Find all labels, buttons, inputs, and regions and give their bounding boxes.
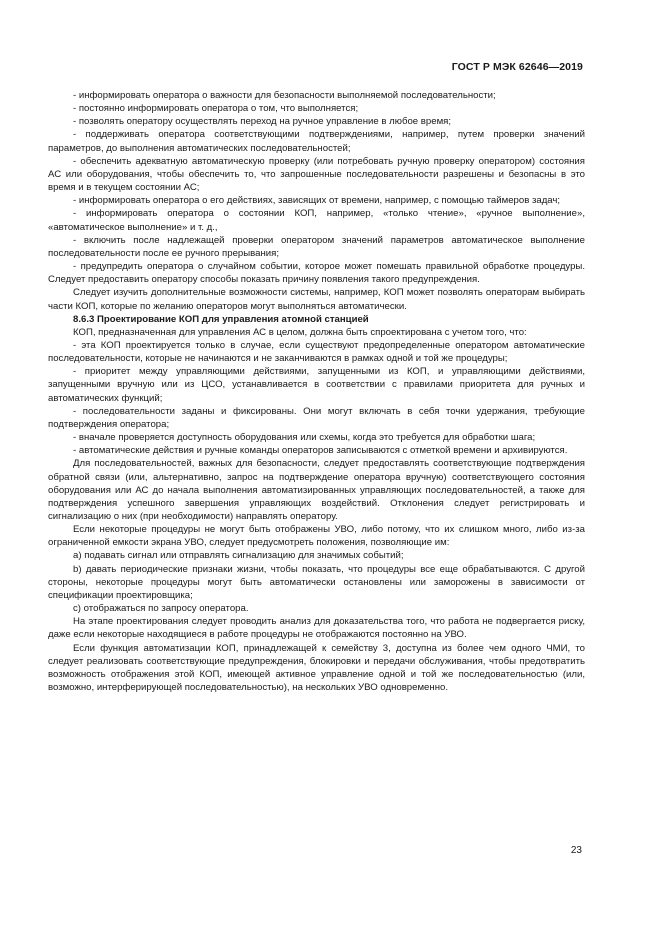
list-item: - поддерживать оператора соответствующими подтверждениями, например, путем проверки значений параметров, до выполнения автоматических последовательностей;	[48, 129, 585, 154]
paragraph: На этапе проектирования следует проводить анализ для доказательства того, что работа не подвергается риску, даже если некоторые находящиеся в работе процедуры не отображаются постоянно на УВО.	[48, 616, 585, 641]
list-item: а) подавать сигнал или отправлять сигнализацию для значимых событий;	[73, 550, 404, 562]
standard-header: ГОСТ Р МЭК 62646—2019	[451, 61, 583, 73]
list-item: - позволять оператору осуществлять переход на ручное управление в любое время;	[73, 116, 452, 128]
list-item: - постоянно информировать оператора о том, что выполняется;	[73, 103, 359, 115]
paragraph: Для последовательностей, важных для безопасности, следует предоставлять соответствующие подтверждения обратной связи (или, альтернативно, запрос на подтверждение оператора вручную) соответствующего состояния оборудования или АС до начала выполнения автоматизированных управляющих последовательностей, а также для подтверждения успешного завершения управляющих воздействий. Отклонения следует регистрировать и сигнализацию о них (при необходимости) направлять оператору.	[48, 458, 585, 522]
list-item: - вначале проверяется доступность оборудования или схемы, когда это требуется для обработки шага;	[73, 432, 536, 444]
list-item: - информировать оператора о состоянии КОП, например, «только чтение», «ручное выполнение», «автоматическое выполнение» и т. д.,	[48, 208, 585, 233]
paragraph: Если некоторые процедуры не могут быть отображены УВО, либо потому, что их слишком много, либо из-за ограниченной емкости экрана УВО, следует предусмотреть положения, позволяющие им:	[48, 524, 585, 549]
list-item: - автоматические действия и ручные команды операторов записываются с отметкой времени и архивируются.	[73, 445, 568, 457]
list-item: - эта КОП проектируется только в случае, если существуют предопределенные оператором автоматические последовательности, которые не начинаются и не заканчиваются в рамках одной и той же процедуры;	[48, 339, 585, 365]
list-item: с) отображаться по запросу оператора.	[73, 603, 249, 615]
paragraph: КОП, предназначенная для управления АС в целом, должна быть спроектирована с учетом того, что:	[73, 326, 527, 338]
list-item: - информировать оператора о важности для безопасности выполняемой последовательности;	[73, 90, 496, 101]
list-item: - последовательности заданы и фиксированы. Они могут включать в себя точки удержания, требующие подтверждения оператора;	[48, 405, 585, 430]
list-item: - приоритет между управляющими действиями, запущенными из КОП, и управляющими действиями, запущенными вручную или из ЦСО, устанавливается в соответствии с правилами приоритета для ручных и автоматических функций;	[48, 366, 585, 404]
page-number: 23	[570, 845, 582, 856]
page-body	[48, 89, 585, 694]
list-item: - обеспечить адекватную автоматическую проверку (или потребовать ручную проверку оператором) состояния АС или оборудования, чтобы обеспечить то, что запрошенные последовательности разрешены и безопасны в это время и в текущем состоянии АС;	[48, 155, 585, 194]
list-item: - включить после надлежащей проверки оператором значений параметров автоматическое выполнение последовательности после ее ручного прерывания;	[48, 234, 585, 259]
paragraph: Если функция автоматизации КОП, принадлежащей к семейству 3, доступна из более чем одного ЧМИ, то следует реализовать соответствующие предупреждения, блокировки и передачи обслуживания, чтобы предотвратить возможность отображения этой КОП, имеющей активное управление одной и той же последовательностью (или, возможно, интерферирующей последовательностью), на нескольких УВО одновременно.	[48, 642, 585, 694]
section-heading: 8.6.3 Проектирование КОП для управления атомной станцией	[73, 313, 369, 325]
list-item: - предупредить оператора о случайном событии, которое может помешать правильной обработке процедуры. Следует предоставить оператору способы показать причину появления такого предупреждения.	[48, 261, 585, 286]
paragraph: Следует изучить дополнительные возможности системы, например, КОП может позволять операторам выбирать части КОП, которые по желанию операторов могут выполняться автоматически.	[48, 287, 585, 312]
list-item: b) давать периодические признаки жизни, чтобы показать, что процедуры все еще обрабатываются. С другой стороны, некоторые процедуры могут быть автоматически остановлены или заморожены в зависимости от спецификации проектировщика;	[48, 563, 585, 601]
list-item: - информировать оператора о его действиях, зависящих от времени, например, с помощью таймеров задач;	[73, 195, 561, 207]
